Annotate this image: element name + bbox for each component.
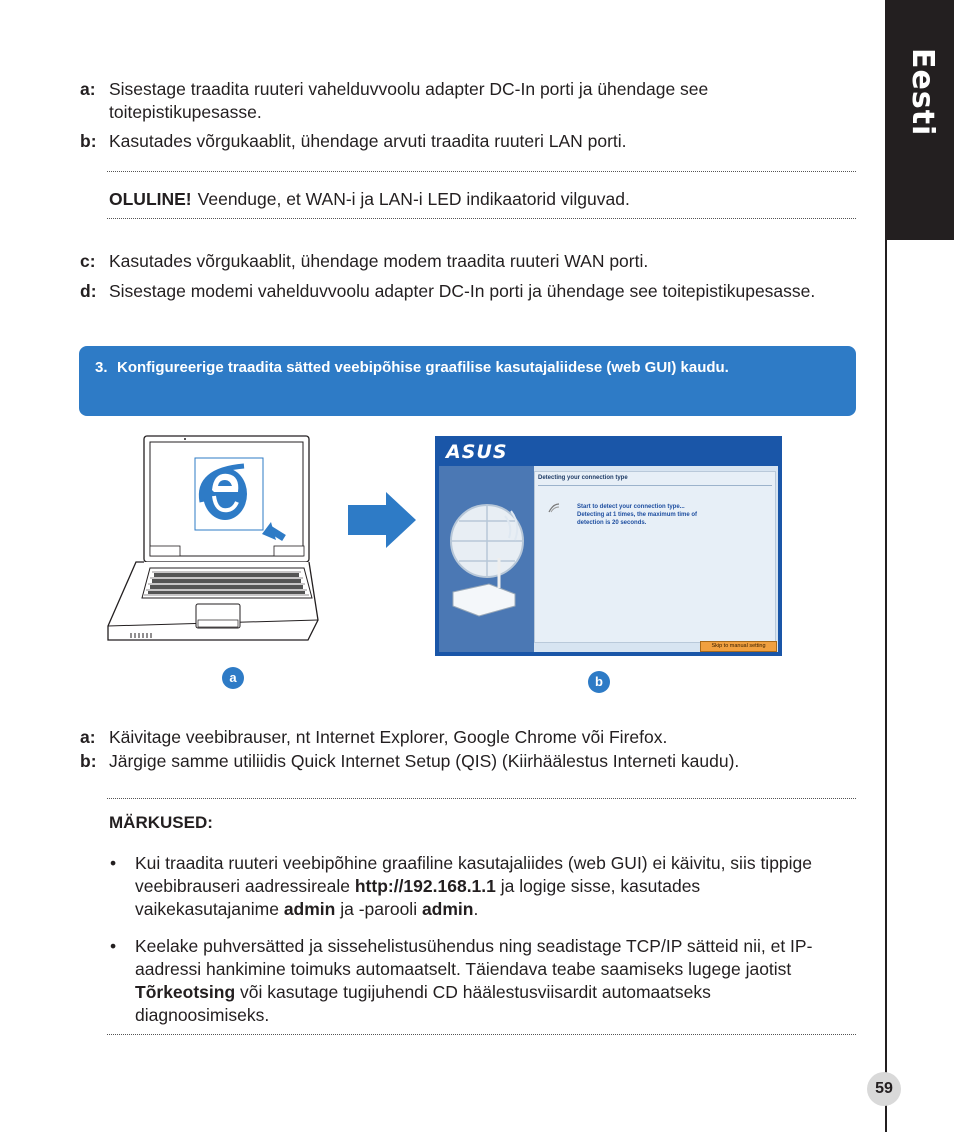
page-number: 59	[867, 1072, 901, 1106]
gui-line1: Start to detect your connection type...	[577, 504, 685, 510]
language-tab	[885, 0, 954, 240]
important-label: OLULINE!	[109, 189, 192, 209]
skip-manual-button[interactable]: Skip to manual setting	[700, 641, 777, 652]
gui-line2: Detecting at 1 times, the maximum time of	[577, 512, 698, 518]
gui-heading: Detecting your connection type	[538, 475, 628, 481]
note-text-part: Kui traadita ruuteri veebipõhine graafiline kasutajaliides (web GUI) ei käivitu, siis tippige veebibrauseri aadressireale	[135, 853, 813, 896]
step-label: a:	[80, 79, 96, 99]
default-username: admin	[283, 899, 336, 919]
step-text: Kasutades võrgukaablit, ühendage modem traadita ruuteri WAN porti.	[109, 251, 649, 271]
language-tab-label: Eesti	[905, 48, 940, 137]
section-title: Konfigureerige traadita sätted veebipõhise graafilise kasutajaliidese (web GUI) kaudu.	[117, 359, 729, 376]
gui-panel	[534, 471, 776, 643]
section-banner	[79, 346, 856, 416]
divider	[107, 218, 856, 219]
loading-icon	[547, 502, 561, 514]
note-text-part: Keelake puhversätted ja sissehelistusühendus ning seadistage TCP/IP sätteid nii, et IP-aadressi hankimine toimuks automaatselt. Täiendava teabe saamiseks lugege jaotist	[135, 936, 813, 979]
router-url: http://192.168.1.1	[354, 876, 496, 896]
notes-title: MÄRKUSED:	[109, 813, 213, 832]
gui-body	[439, 466, 778, 652]
web-gui-screenshot	[435, 436, 782, 656]
divider	[107, 1034, 856, 1035]
section-number: 3.	[95, 359, 108, 376]
important-note	[109, 188, 630, 211]
step-label: c:	[80, 251, 96, 271]
troubleshooting-reference: Tõrkeotsing	[135, 982, 236, 1002]
step-label: b:	[80, 131, 97, 151]
step-text: Järgige samme utiliidis Quick Internet Setup (QIS) (Kiirhäälestus Interneti kaudu).	[109, 751, 740, 771]
figure-label-a: a	[222, 667, 244, 689]
important-text: Veenduge, et WAN-i ja LAN-i LED indikaatorid vilguvad.	[197, 189, 630, 209]
note-text-part: .	[473, 899, 479, 919]
note-text-part: ja logige sisse, kasutades vaikekasutajanime	[135, 876, 701, 919]
side-rule	[885, 240, 887, 1132]
figure-label-b: b	[588, 671, 610, 693]
asus-logo: ASUS	[446, 441, 508, 463]
step-text: Sisestage modemi vahelduvvoolu adapter DC-In porti ja ühendage see toitepistikupesasse.	[109, 281, 816, 301]
step-text: Sisestage traadita ruuteri vahelduvvoolu adapter DC-In porti ja ühendage see toitepistikupesasse.	[109, 79, 709, 122]
divider	[107, 171, 856, 172]
step-text: Kasutades võrgukaablit, ühendage arvuti traadita ruuteri LAN porti.	[109, 131, 627, 151]
note-text	[135, 935, 845, 1027]
gui-line3: detection is 20 seconds.	[577, 520, 647, 526]
arrow-right-icon	[348, 492, 416, 548]
step-label: b:	[80, 751, 97, 771]
step-label: d:	[80, 281, 97, 301]
note-text-part: või kasutage tugijuhendi CD häälestusviisardit automaatseks diagnoosimiseks.	[135, 982, 711, 1025]
router-globe-image	[439, 466, 534, 652]
default-password: admin	[421, 899, 474, 919]
note-text-part: ja -parooli	[335, 899, 422, 919]
bullet-dot: •	[110, 853, 117, 873]
step-text: Käivitage veebibrauser, nt Internet Explorer, Google Chrome või Firefox.	[109, 727, 668, 747]
bullet-dot: •	[110, 936, 117, 956]
laptop-illustration	[104, 430, 324, 645]
step-label: a:	[80, 727, 96, 747]
divider	[107, 798, 856, 799]
note-text	[135, 852, 845, 921]
